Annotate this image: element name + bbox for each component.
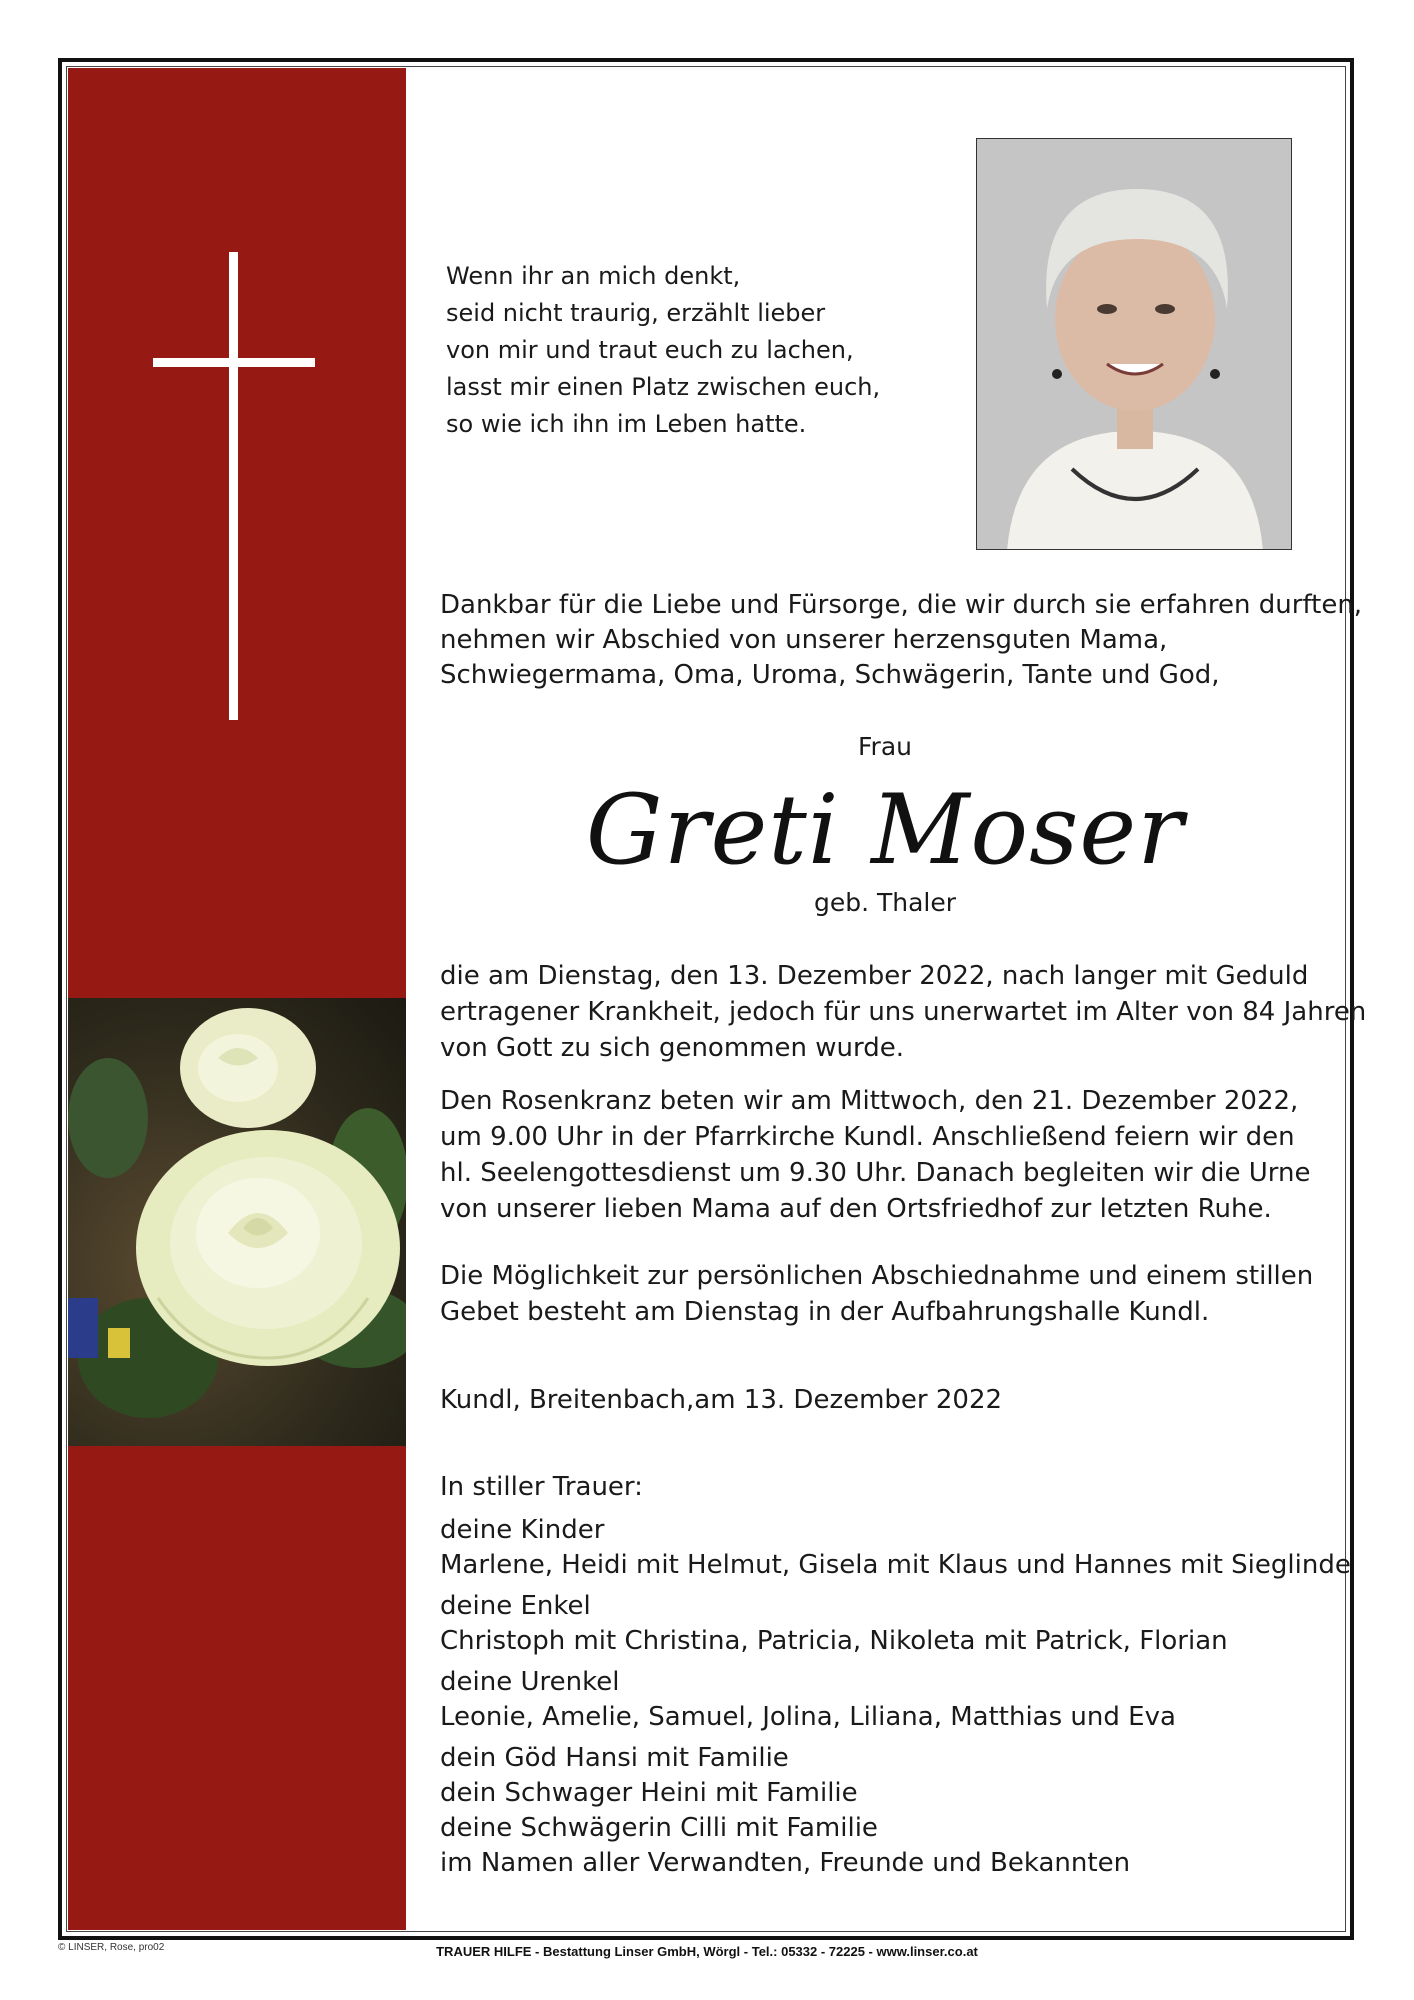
other-mourner: dein Göd Hansi mit Familie bbox=[440, 1743, 789, 1773]
intro-line: nehmen wir Abschied von unserer herzensguten Mama, bbox=[440, 625, 1168, 655]
paragraph-line: von Gott zu sich genommen wurde. bbox=[440, 1033, 904, 1063]
other-mourner: dein Schwager Heini mit Familie bbox=[440, 1778, 858, 1808]
group-names: Christoph mit Christina, Patricia, Nikoleta mit Patrick, Florian bbox=[440, 1626, 1228, 1656]
group-label: deine Urenkel bbox=[440, 1667, 620, 1697]
white-rose-image bbox=[68, 998, 406, 1446]
memorial-poem bbox=[446, 258, 916, 443]
place-and-date: Kundl, Breitenbach,am 13. Dezember 2022 bbox=[440, 1385, 1003, 1415]
image-credit: © LINSER, Rose, pro02 bbox=[58, 1942, 165, 1953]
group-names: Leonie, Amelie, Samuel, Jolina, Liliana, Matthias und Eva bbox=[440, 1702, 1176, 1732]
death-paragraph bbox=[440, 958, 1367, 1066]
poem-line: seid nicht traurig, erzählt lieber bbox=[446, 299, 826, 327]
paragraph-line: von unserer lieben Mama auf den Ortsfriedhof zur letzten Ruhe. bbox=[440, 1194, 1272, 1224]
poem-line: von mir und traut euch zu lachen, bbox=[446, 336, 854, 364]
portrait-photo bbox=[976, 138, 1292, 550]
poem-line: lasst mir einen Platz zwischen euch, bbox=[446, 373, 881, 401]
poem-line: so wie ich ihn im Leben hatte. bbox=[446, 410, 807, 438]
intro-paragraph bbox=[440, 588, 1363, 693]
other-mourner: im Namen aller Verwandten, Freunde und Bekannten bbox=[440, 1848, 1131, 1878]
cross-vertical-bar bbox=[229, 252, 238, 720]
cross-horizontal-bar bbox=[153, 358, 315, 367]
survivors-heading: In stiller Trauer: bbox=[440, 1472, 643, 1502]
group-names: Marlene, Heidi mit Helmut, Gisela mit Klaus und Hannes mit Sieglinde bbox=[440, 1550, 1351, 1580]
paragraph-line: Gebet besteht am Dienstag in der Aufbahrungshalle Kundl. bbox=[440, 1297, 1210, 1327]
maiden-name: geb. Thaler bbox=[813, 888, 957, 917]
deceased-name: Greti Moser bbox=[585, 774, 1185, 886]
intro-line: Dankbar für die Liebe und Fürsorge, die wir durch sie erfahren durften, bbox=[440, 590, 1363, 620]
paragraph-line: die am Dienstag, den 13. Dezember 2022, nach langer mit Geduld bbox=[440, 961, 1309, 991]
salutation: Frau bbox=[857, 732, 912, 761]
intro-line: Schwiegermama, Oma, Uroma, Schwägerin, Tante und God, bbox=[440, 660, 1220, 690]
survivors-list bbox=[440, 1470, 1351, 1881]
other-mourner: deine Schwägerin Cilli mit Familie bbox=[440, 1813, 878, 1843]
group-label: deine Kinder bbox=[440, 1515, 605, 1545]
service-paragraph bbox=[440, 1083, 1320, 1227]
group-label: deine Enkel bbox=[440, 1591, 591, 1621]
footer-imprint: TRAUER HILFE - Bestattung Linser GmbH, Wörgl - Tel.: 05332 - 72225 - www.linser.co.at bbox=[436, 1944, 978, 1959]
paragraph-line: ertragener Krankheit, jedoch für uns unerwartet im Alter von 84 Jahren bbox=[440, 997, 1367, 1027]
farewell-paragraph bbox=[440, 1258, 1320, 1330]
poem-line: Wenn ihr an mich denkt, bbox=[446, 262, 741, 290]
paragraph-line: Den Rosenkranz beten wir am Mittwoch, den 21. Dezember 2022, bbox=[440, 1086, 1299, 1116]
paragraph-line: um 9.00 Uhr in der Pfarrkirche Kundl. Anschließend feiern wir den bbox=[440, 1122, 1295, 1152]
paragraph-line: Die Möglichkeit zur persönlichen Abschiednahme und einem stillen bbox=[440, 1261, 1314, 1291]
paragraph-line: hl. Seelengottesdienst um 9.30 Uhr. Danach begleiten wir die Urne bbox=[440, 1158, 1311, 1188]
